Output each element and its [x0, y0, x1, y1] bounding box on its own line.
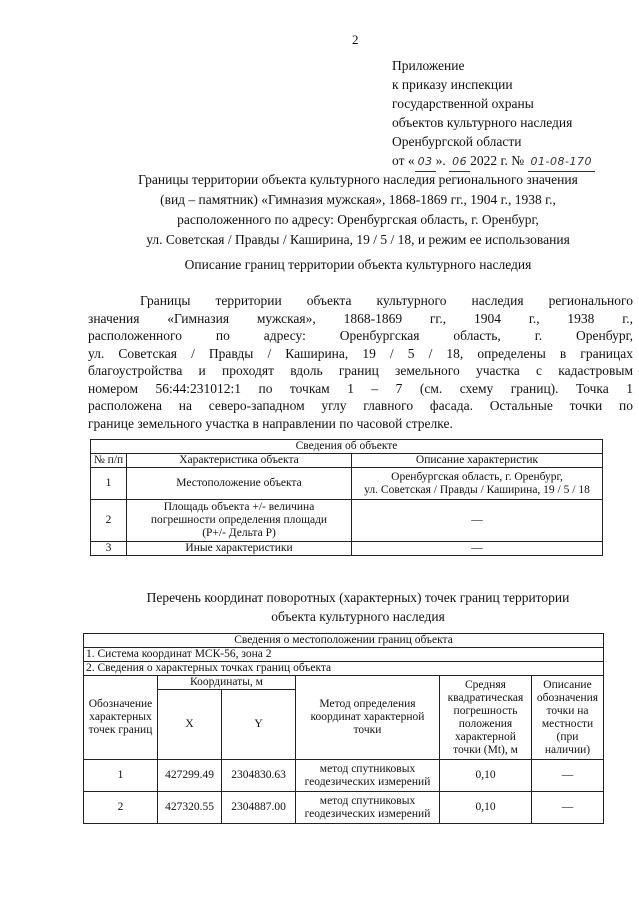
- title-line: (вид – памятник) «Гимназия мужская», 1868-1869 гг., 1904 г., 1938 г.,: [160, 192, 556, 207]
- header-line: Описание: [543, 678, 592, 691]
- description-line: ул. Советская / Правды / Каширина, 19 / 5 / 18: [364, 483, 590, 496]
- coordinates-list-title: [88, 588, 628, 626]
- coordinate-system: 1. Система координат МСК-56, зона 2: [84, 648, 604, 662]
- header-line: Средняя: [465, 678, 506, 691]
- header-number: № п/п: [91, 454, 127, 468]
- row-description: [352, 468, 603, 500]
- table-caption: Сведения об объекте: [91, 440, 603, 454]
- paragraph-line: значения «Гимназия мужская», 1868-1869 гг., 1904 г., 1938 г.,: [88, 310, 633, 326]
- header-line: положения: [458, 717, 513, 730]
- point-x: 427320.55: [158, 792, 222, 824]
- header-line: характерной: [455, 730, 516, 743]
- object-info-table: [90, 439, 603, 556]
- header-line: погрешность: [453, 704, 518, 717]
- point-y: 2304887.00: [222, 792, 296, 824]
- row-number: 1: [91, 468, 127, 500]
- header-line: точки: [353, 724, 382, 736]
- header-line: координат характерной: [310, 711, 425, 723]
- paragraph-line: благоустройства и проходят вдоль границ земельного участка с кадастровым: [88, 363, 633, 378]
- method-line: метод спутниковых: [319, 762, 416, 775]
- date-prefix: от «: [392, 153, 415, 168]
- point-x: 427299.49: [158, 760, 222, 792]
- coordinate-system-row: [84, 648, 604, 662]
- header-line: Метод определения: [319, 698, 416, 710]
- list-title-line: Перечень координат поворотных (характерных) точек границ территории: [146, 590, 570, 605]
- handwritten-day: 03: [415, 152, 436, 172]
- date-mid: ».: [435, 153, 446, 168]
- row-characteristic: Местоположение объекта: [127, 468, 352, 500]
- appendix-line: к приказу инспекции: [392, 77, 513, 92]
- method-line: геодезических измерений: [304, 807, 431, 820]
- description-paragraph: [88, 292, 633, 432]
- table-header-row: [91, 454, 603, 468]
- header-line: характерных: [89, 711, 152, 723]
- header-coordinates: Координаты, м: [158, 676, 296, 690]
- method-line: метод спутниковых: [319, 794, 416, 807]
- title-line: ул. Советская / Правды / Каширина, 19 / 5 / 18, и режим ее использования: [146, 232, 570, 247]
- point-y: 2304830.63: [222, 760, 296, 792]
- handwritten-order-number: 01-08-170: [528, 152, 595, 172]
- table-row: [91, 500, 603, 542]
- paragraph-line: Границы территории объекта культурного наследия регионального: [140, 293, 633, 308]
- point-description: —: [532, 760, 604, 792]
- table-row: [84, 792, 604, 824]
- header-description: Описание характеристик: [352, 454, 603, 468]
- coordinates-table: [83, 633, 604, 824]
- table-row: [91, 468, 603, 500]
- date-year: 2022 г. №: [470, 153, 525, 168]
- appendix-line: Приложение: [392, 58, 465, 73]
- point-description: —: [532, 792, 604, 824]
- header-line: Обозначение: [88, 698, 153, 710]
- row-description: —: [352, 500, 603, 542]
- appendix-block: [392, 56, 595, 172]
- paragraph-line: расположена на северо-западном углу главного фасада. Остальные точки по: [88, 398, 633, 413]
- row-number: 2: [91, 500, 127, 542]
- points-section-title: 2. Сведения о характерных точках границ объекта: [84, 662, 604, 676]
- characteristic-line: (P+/- Дельта P): [202, 527, 276, 539]
- header-line: точек границ: [88, 724, 153, 736]
- characteristic-line: Площадь объекта +/- величина: [163, 501, 315, 513]
- point-id: 2: [84, 792, 158, 824]
- header-x: X: [158, 690, 222, 760]
- section-row: [84, 662, 604, 676]
- point-id: 1: [84, 760, 158, 792]
- header-line: наличии): [544, 743, 591, 756]
- title-line: Границы территории объекта культурного наследия регионального значения: [138, 172, 578, 187]
- header-line: квадратическая: [447, 691, 524, 704]
- handwritten-month: 06: [449, 152, 470, 172]
- paragraph-line: ул. Советская / Правды / Каширина, 19 / 5 / 18, определены в границах: [88, 345, 633, 361]
- point-method: [296, 792, 440, 824]
- section-subtitle: Описание границ территории объекта культурного наследия: [184, 257, 532, 272]
- header-error: [440, 676, 532, 760]
- paragraph-line: номером 56:44:231012:1 по точкам 1 – 7 (см. схему границ). Точка 1: [88, 380, 633, 396]
- method-line: геодезических измерений: [304, 775, 431, 788]
- paragraph-line: расположенного по адресу: Оренбургская область, г. Оренбург,: [88, 328, 633, 343]
- row-characteristic: [127, 500, 352, 542]
- appendix-line: государственной охраны: [392, 96, 534, 111]
- header-line: местности: [541, 717, 594, 730]
- description-line: Оренбургская область, г. Оренбург,: [391, 470, 563, 483]
- table-caption: Сведения о местоположении границ объекта: [84, 634, 604, 648]
- header-point: [84, 676, 158, 760]
- table-row: [91, 542, 603, 556]
- point-error: 0,10: [440, 792, 532, 824]
- characteristic-line: погрешности определения площади: [150, 514, 328, 526]
- table-caption-row: [91, 440, 603, 454]
- row-description: —: [352, 542, 603, 556]
- appendix-line: объектов культурного наследия: [392, 115, 573, 130]
- point-method: [296, 760, 440, 792]
- point-error: 0,10: [440, 760, 532, 792]
- appendix-line: Оренбургской области: [392, 134, 522, 149]
- header-line: точки на: [546, 704, 589, 717]
- table-caption-row: [84, 634, 604, 648]
- header-description: [532, 676, 604, 760]
- list-title-line: объекта культурного наследия: [271, 609, 445, 624]
- header-characteristic: Характеристика объекта: [127, 454, 352, 468]
- table-row: [84, 760, 604, 792]
- table-header-row: [84, 676, 604, 690]
- header-line: (при: [556, 730, 579, 743]
- header-line: обозначения: [536, 691, 599, 704]
- header-line: точки (Mt), м: [453, 743, 518, 756]
- order-date-line: [392, 151, 595, 172]
- row-number: 3: [91, 542, 127, 556]
- header-y: Y: [222, 690, 296, 760]
- title-line: расположенного по адресу: Оренбургская область, г. Оренбург,: [177, 212, 539, 227]
- paragraph-line: границе земельного участка в направлении по часовой стрелке.: [88, 415, 453, 431]
- row-characteristic: Иные характеристики: [127, 542, 352, 556]
- header-method: [296, 676, 440, 760]
- document-title: [88, 170, 628, 250]
- page-number: 2: [352, 32, 359, 47]
